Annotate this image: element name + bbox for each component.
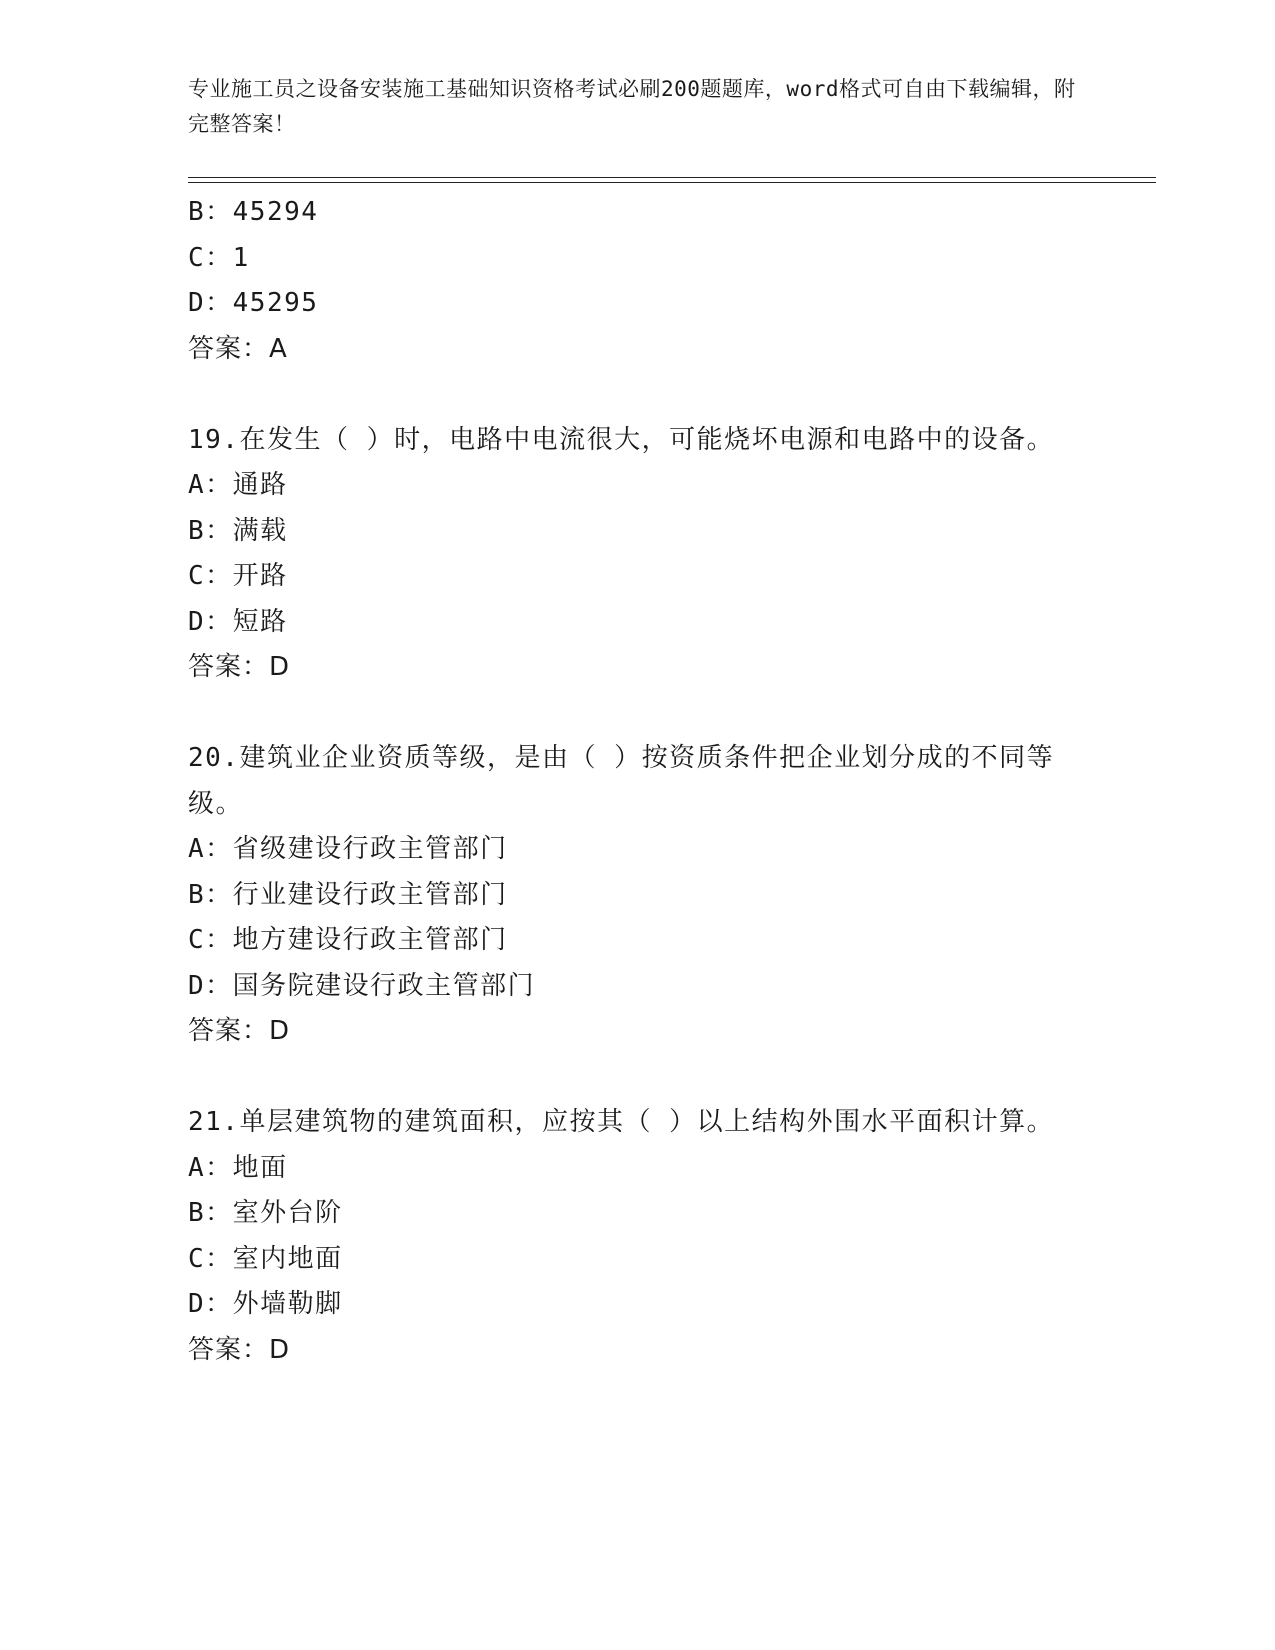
option-c: C：1 (188, 242, 250, 273)
option-c: C：室内地面 (188, 1243, 343, 1274)
answer-line: 答案：A (188, 333, 288, 364)
answer-line: 答案：D (188, 652, 291, 682)
option-b: B：满载 (188, 515, 288, 546)
option-a: A：省级建设行政主管部门 (188, 834, 508, 864)
answer-line: 答案：D (188, 1334, 291, 1365)
question-text: 20.建筑业企业资质等级，是由（ ）按资质条件把企业划分成的不同等级。 (188, 743, 1055, 819)
option-b: B：室外台阶 (188, 1198, 343, 1228)
page-header-title: 专业施工员之设备安装施工基础知识资格考试必刷200题题库，word格式可自由下载编辑，附完整答案！ (188, 77, 1076, 136)
option-d: D：45295 (188, 288, 319, 318)
option-d: D：国务院建设行政主管部门 (188, 970, 536, 1001)
option-c: C：地方建设行政主管部门 (188, 925, 508, 955)
previous-question-tail (188, 190, 1088, 372)
option-b: B：45294 (188, 197, 319, 227)
option-d: D：外墙勒脚 (188, 1289, 343, 1319)
header-divider-top (188, 177, 1156, 178)
question-20 (188, 736, 1088, 1055)
question-text: 21.单层建筑物的建筑面积，应按其（ ）以上结构外围水平面积计算。 (188, 1107, 1055, 1137)
option-c: C：开路 (188, 561, 288, 591)
option-b: B：行业建设行政主管部门 (188, 879, 508, 910)
answer-line: 答案：D (188, 1016, 291, 1046)
option-a: A：地面 (188, 1152, 288, 1183)
option-a: A：通路 (188, 470, 288, 500)
question-list (188, 190, 1088, 1373)
option-d: D：短路 (188, 606, 288, 637)
question-19 (188, 418, 1088, 691)
question-21 (188, 1100, 1088, 1373)
header-divider-bottom (188, 182, 1156, 183)
question-text: 19.在发生（ ）时，电路中电流很大，可能烧坏电源和电路中的设备。 (188, 424, 1055, 455)
